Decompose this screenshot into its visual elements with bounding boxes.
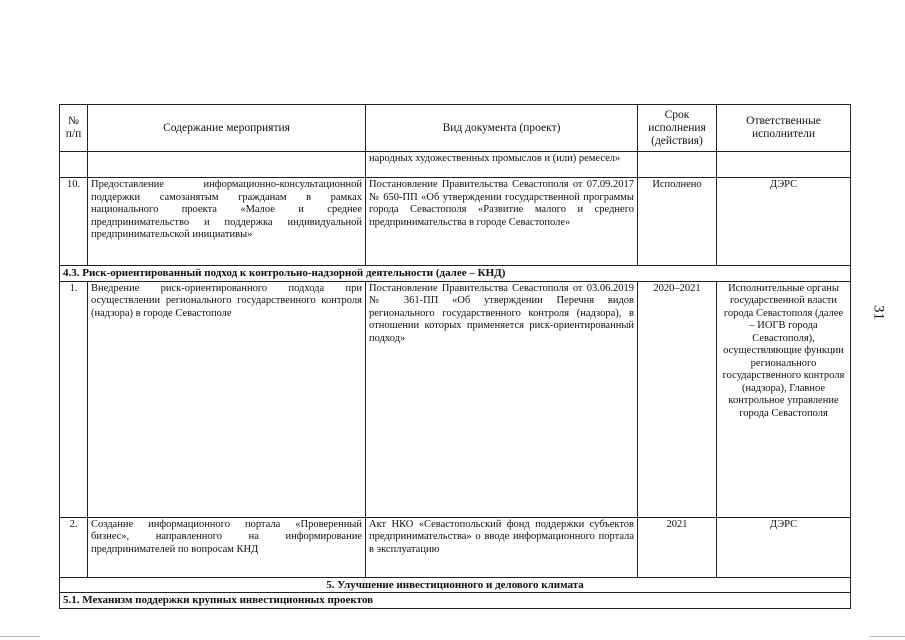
cell-content: Предоставление информационно-консультационной поддержки самозанятым гражданам в рамках национального проекта «Малое и среднее предпринимательство и поддержка индивидуальной предпринимательской инициативы» xyxy=(88,178,366,266)
section-heading-row xyxy=(60,577,851,593)
table-row xyxy=(60,152,851,178)
header-doc-type: Вид документа (проект) xyxy=(366,105,638,152)
cell-executors: ДЭРС xyxy=(717,517,851,577)
cell-num: 10. xyxy=(60,178,88,266)
cell-deadline: 2020–2021 xyxy=(638,281,717,517)
cell-content: Внедрение риск-ориентированного подхода при осуществлении регионального государственного контроля (надзора) в городе Севастополе xyxy=(88,281,366,517)
cell-doc-type: Постановление Правительства Севастополя от 03.06.2019 № 361-ПП «Об утверждении Перечня видов регионального государственного контроля (надзора), в отношении которых применяется риск-ориентированный подход» xyxy=(366,281,638,517)
section-heading-row xyxy=(60,266,851,282)
table-row xyxy=(60,281,851,517)
page-number: 31 xyxy=(870,305,887,320)
table-header-row xyxy=(60,105,851,152)
header-num: № п/п xyxy=(60,105,88,152)
cell-num: 1. xyxy=(60,281,88,517)
cell-executors xyxy=(717,152,851,178)
cell-doc-type: Акт НКО «Севастопольский фонд поддержки субъектов предпринимательства» о вводе информационного портала в эксплуатацию xyxy=(366,517,638,577)
header-executors: Ответственные исполнители xyxy=(717,105,851,152)
table-row xyxy=(60,517,851,577)
scan-edge-line xyxy=(870,636,905,637)
section-heading: 5. Улучшение инвестиционного и делового климата xyxy=(60,577,851,593)
cell-deadline xyxy=(638,152,717,178)
cell-num xyxy=(60,152,88,178)
cell-deadline: 2021 xyxy=(638,517,717,577)
cell-executors: Исполнительные органы государственной власти города Севастополя (далее – ИОГВ города Севастополя), осуществляющие функции регионального государственного контроля (надзора), Главное контрольное управление города Севастополя xyxy=(717,281,851,517)
cell-content xyxy=(88,152,366,178)
header-content: Содержание мероприятия xyxy=(88,105,366,152)
cell-doc-type: народных художественных промыслов и (или) ремесел» xyxy=(366,152,638,178)
measures-table xyxy=(59,104,851,609)
cell-doc-type: Постановление Правительства Севастополя от 07.09.2017 № 650-ПП «Об утверждении государственной программы города Севастополя «Развитие малого и среднего предпринимательства в городе Севастополе» xyxy=(366,178,638,266)
cell-content: Создание информационного портала «Проверенный бизнес», направленного на информирование предпринимателей по вопросам КНД xyxy=(88,517,366,577)
section-heading-row xyxy=(60,593,851,609)
cell-deadline: Исполнено xyxy=(638,178,717,266)
cell-executors: ДЭРС xyxy=(717,178,851,266)
scan-edge-line xyxy=(0,636,40,637)
table-row xyxy=(60,178,851,266)
section-heading: 5.1. Механизм поддержки крупных инвестиционных проектов xyxy=(60,593,851,609)
cell-num: 2. xyxy=(60,517,88,577)
header-deadline: Срок исполнения (действия) xyxy=(638,105,717,152)
section-heading: 4.3. Риск-ориентированный подход к контрольно-надзорной деятельности (далее – КНД) xyxy=(60,266,851,282)
